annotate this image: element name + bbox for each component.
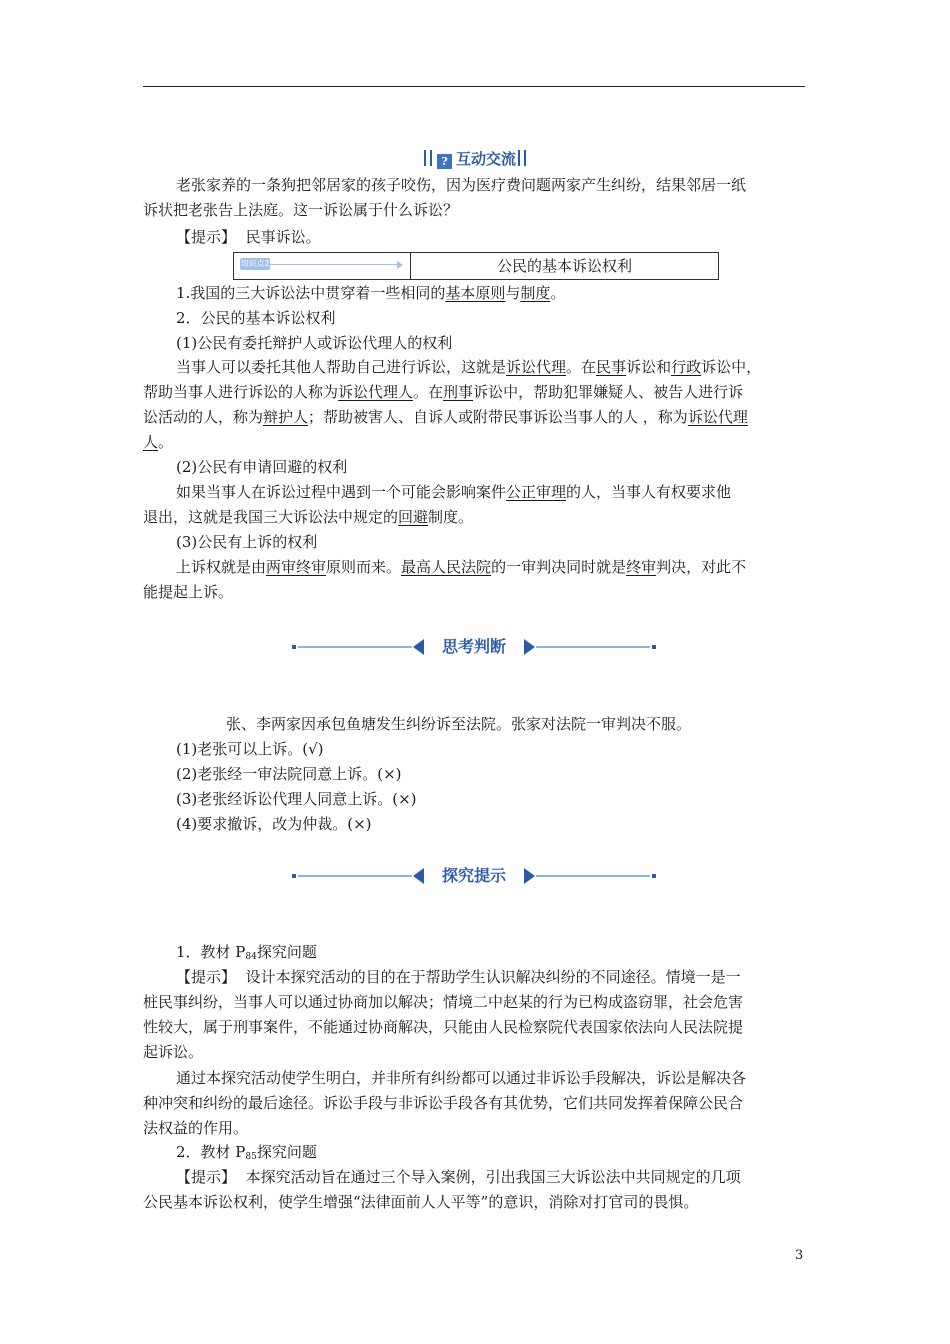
think-item: (2)老张经一审法院同意上诉。(×) [176,765,402,783]
arrow-icon [397,261,403,269]
think-intro: 张、李两家因承包鱼塘发生纠纷诉至法院。张家对法院一审判决不服。 [226,715,692,733]
explore-hint-line: 起诉讼。 [143,1043,204,1061]
section-title: 公民的基本诉讼权利 [496,257,632,275]
explore-para-line: 种冲突和纠纷的最后途径。诉讼手段与非诉讼手段各有其优势，它们共同发挥着保障公民合 [143,1094,744,1112]
explore-para-line: 通过本探究活动使学生明白，并非所有纠纷都可以通过非诉讼手段解决，诉讼是解决各 [176,1069,747,1087]
explore-banner [290,865,658,887]
story-line-1: 老张家养的一条狗把邻居家的孩子咬伤，因为医疗费问题两家产生纠纷，结果邻居一纸 [176,176,747,194]
question-icon: ? [437,154,452,169]
page-number: 3 [795,1248,804,1263]
para-appeal-2: 能提起上诉。 [143,583,234,601]
para-recusal-2: 退出，这就是我国三大诉讼法中规定的回避制度。 [143,508,474,526]
story-line-2: 诉状把老张告上法庭。这一诉讼属于什么诉讼？ [143,201,459,219]
explore-question-1: 1．教材 $P_{84}$探究问题 [176,943,317,962]
explore-hint-2: 【提示】 本探究活动旨在通过三个导入案例，引出我国三大诉讼法中共同规定的几项 [176,1168,741,1186]
para-agent-1: 当事人可以委托其他人帮助自己进行诉讼，这就是诉讼代理。在民事诉讼和行政诉讼中， [176,358,762,376]
section-box [233,252,719,280]
heading-rights: 2．公民的基本诉讼权利 [176,309,336,327]
para-appeal-1: 上诉权就是由两审终审原则而来。最高人民法院的一审判决同时就是终审判决，对此不 [176,558,747,576]
explore-question-2: 2．教材 $P_{85}$探究问题 [176,1143,317,1162]
para-principles: 1.我国的三大诉讼法中贯穿着一些相同的基本原则与制度。 [176,284,566,302]
explore-hint-line: 桩民事纠纷，当事人可以通过协商加以解决；情境二中赵某的行为已构成盗窃罪，社会危害 [143,993,744,1011]
heading-right-3: (3)公民有上诉的权利 [176,533,318,551]
hint-1: 【提示】 民事诉讼。 [176,228,321,246]
think-banner [290,636,658,658]
heading-right-1: (1)公民有委托辩护人或诉讼代理人的权利 [176,334,453,352]
think-item: (4)要求撤诉，改为仲裁。(×) [176,815,372,833]
explore-hint-line: 性较大，属于刑事案件，不能通过协商解决，只能由人民检察院代表国家依法向人民法院提 [143,1018,744,1036]
explore-hint-1: 【提示】 设计本探究活动的目的在于帮助学生认识解决纠纷的不同途径。情境一是一 [176,968,741,986]
exchange-heading: ? 互动交流 [0,148,950,170]
para-recusal-1: 如果当事人在诉讼过程中遇到一个可能会影响案件公正审理的人，当事人有权要求他 [176,483,732,501]
heading-right-2: (2)公民有申请回避的权利 [176,458,348,476]
explore-para-line: 法权益的作用。 [143,1119,249,1137]
explore-heading: 探究提示 [441,866,506,885]
header-rule [143,86,805,87]
section-tag: 知识点2 [240,259,270,268]
think-item: (3)老张经诉讼代理人同意上诉。(×) [176,790,417,808]
para-agent-2: 帮助当事人进行诉讼的人称为诉讼代理人。在刑事诉讼中，帮助犯罪嫌疑人、被告人进行诉 [143,383,744,401]
para-agent-4: 人。 [143,433,174,451]
para-agent-3: 讼活动的人，称为辩护人；帮助被害人、自诉人或附带民事诉讼当事人的人 ，称为诉讼代理 [143,408,748,426]
think-item: (1)老张可以上诉。(√) [176,740,324,758]
explore-hint-line: 公民基本诉讼权利，使学生增强“法律面前人人平等”的意识，消除对打官司的畏惧。 [143,1193,699,1211]
think-heading: 思考判断 [441,637,506,656]
